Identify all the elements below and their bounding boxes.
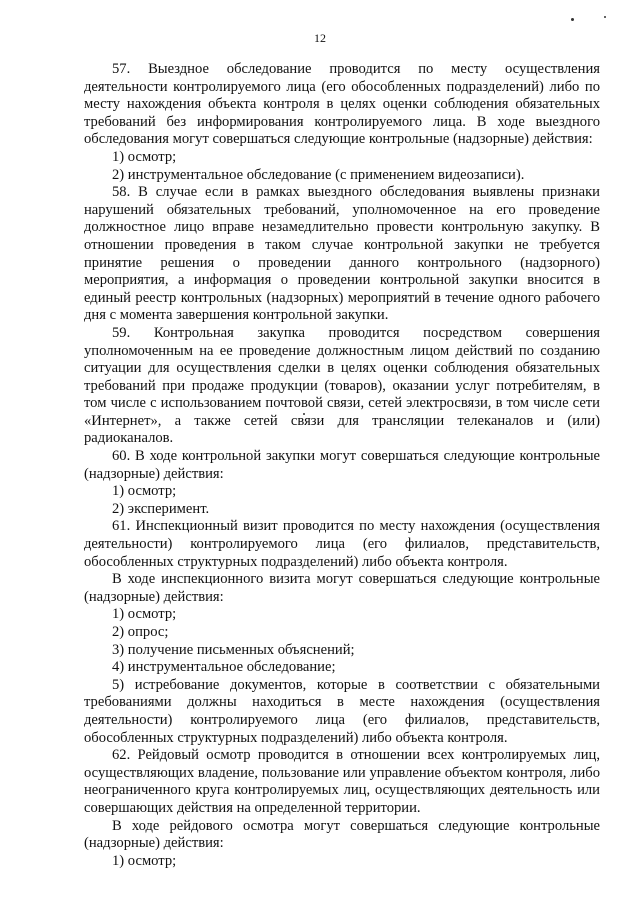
page-number: 12 bbox=[314, 31, 326, 45]
paragraph: В ходе рейдового осмотра могут совершаться следующие контрольные (надзорные) действия: bbox=[84, 817, 600, 852]
paragraph-62: 62. Рейдовый осмотр проводится в отношении всех контролируемых лиц, осуществляющих владение, пользование или управление объектом контроля, либо неограниченного круга контролируемых лиц, осуществляющих деятельность или совершающих действия на определенной территории. bbox=[84, 747, 600, 816]
paragraph-58: 58. В случае если в рамках выездного обследования выявлены признаки нарушений обязательных требований, уполномоченное на его проведение должностное лицо вправе незамедлительно провести контрольную закупку. В отношении проведения в таком случае контрольной закупки не требуется принятие решения о проведении данного контрольного (надзорного) мероприятия, а информация о проведении контрольной закупки вносится в единый реестр контрольных (надзорных) мероприятий в течение одного рабочего дня с момента завершения контрольной закупки. bbox=[84, 184, 600, 324]
list-item: 1) осмотр; bbox=[112, 148, 177, 165]
paragraph-61: 61. Инспекционный визит проводится по месту нахождения (осуществления деятельности) контролируемого лица (его филиалов, представительств, обособленных структурных подразделений) либо объекта контроля. bbox=[84, 518, 600, 570]
paragraph-57: 57. Выездное обследование проводится по месту осуществления деятельности контролируемого лица (его обособленных подразделений) либо по месту нахождения объекта контроля в целях оценки соблюдения обязательных требований без информирования контролируемого лица. В ходе выездного обследования могут совершаться следующие контрольные (надзорные) действия: bbox=[84, 61, 600, 148]
list-item: 2) инструментальное обследование (с применением видеозаписи). bbox=[112, 166, 525, 183]
list-item: 3) получение письменных объяснений; bbox=[112, 641, 355, 658]
scan-speck bbox=[604, 16, 606, 18]
paragraph: В ходе инспекционного визита могут совершаться следующие контрольные (надзорные) действия: bbox=[84, 571, 600, 605]
list-item: 2) опрос; bbox=[112, 624, 169, 640]
list-item: 5) истребование документов, которые в соответствии с обязательными требованиями должны находиться в месте нахождения (осуществления деятельности) контролируемого лица (его филиалов, представительств, обособленных структурных подразделений) либо объекта контроля. bbox=[84, 676, 600, 746]
list-item: 4) инструментальное обследование; bbox=[112, 659, 336, 676]
list-item: 1) осмотр; bbox=[112, 852, 177, 869]
scan-speck bbox=[571, 18, 574, 21]
paragraph-60: 60. В ходе контрольной закупки могут совершаться следующие контрольные (надзорные) действия: bbox=[84, 448, 600, 482]
list-item: 1) осмотр; bbox=[112, 483, 177, 500]
document-body bbox=[84, 61, 600, 870]
list-item: 1) осмотр; bbox=[112, 606, 177, 623]
list-item: 2) эксперимент. bbox=[112, 500, 210, 517]
paragraph-59: 59. Контрольная закупка проводится посредством совершения уполномоченным на ее проведение должностным лицом действий по созданию ситуации для осуществления сделки в целях оценки соблюдения обязательных требований при продаже продукции (товаров), оказании услуг потребителям, в том числе с использованием почтовой связи, сетей электросвязи, в том числе сети «Интернет», а также сетей связи для трансляции телеканалов и (или) радиоканалов. bbox=[84, 324, 600, 447]
